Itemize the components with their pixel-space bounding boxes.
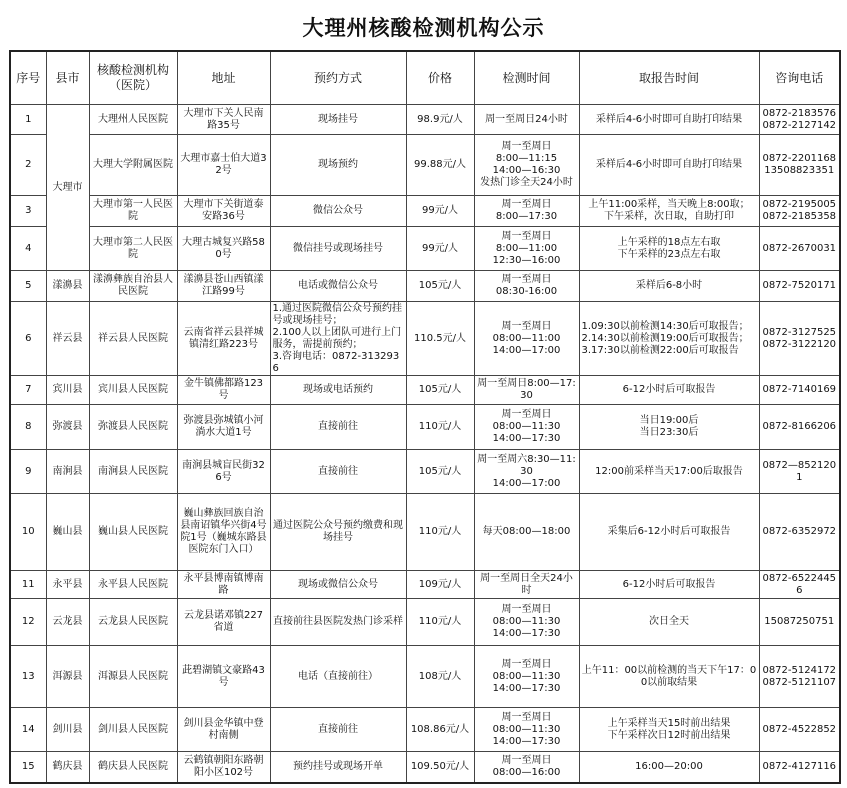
cell-price: 110元/人 — [406, 599, 474, 646]
table-row — [10, 571, 840, 599]
table-row — [10, 646, 840, 708]
cell-method: 直接前往 — [270, 450, 406, 494]
cell-address: 永平县博南镇博南路 — [177, 571, 270, 599]
cell-county: 宾川县 — [46, 376, 89, 405]
cell-test-time: 周一至周日全天24小时 — [474, 571, 579, 599]
cell-method: 现场预约 — [270, 135, 406, 196]
cell-address: 南涧县城盲民街326号 — [177, 450, 270, 494]
cell-method: 通过医院公众号预约缴费和现场挂号 — [270, 494, 406, 571]
cell-institution: 大理市第一人民医院 — [89, 196, 177, 227]
cell-report-time: 上午11：00以前检测的当天下午17：00以前取结果 — [579, 646, 759, 708]
cell-test-time: 周一至周日 08:00—11:30 14:00—17:30 — [474, 646, 579, 708]
cell-test-time: 周一至周日 08:00—11:00 14:00—17:00 — [474, 302, 579, 376]
cell-test-time: 周一至周日 08:00—11:30 14:00—17:30 — [474, 599, 579, 646]
header-address: 地址 — [177, 51, 270, 105]
cell-no: 5 — [10, 271, 46, 302]
cell-method: 现场或微信公众号 — [270, 571, 406, 599]
cell-phone: 0872-7520171 — [759, 271, 840, 302]
cell-address: 大理古城复兴路580号 — [177, 227, 270, 271]
cell-method: 直接前往 — [270, 405, 406, 450]
cell-price: 108.86元/人 — [406, 708, 474, 752]
table-row — [10, 708, 840, 752]
cell-county: 巍山县 — [46, 494, 89, 571]
cell-no: 2 — [10, 135, 46, 196]
table-row — [10, 135, 840, 196]
table-row — [10, 405, 840, 450]
cell-institution: 永平县人民医院 — [89, 571, 177, 599]
cell-institution: 巍山县人民医院 — [89, 494, 177, 571]
cell-test-time: 周一至周六8:30—11:30 14:00—17:00 — [474, 450, 579, 494]
cell-phone: 15087250751 — [759, 599, 840, 646]
cell-institution: 剑川县人民医院 — [89, 708, 177, 752]
page-title: 大理州核酸检测机构公示 — [302, 16, 545, 40]
cell-county: 洱源县 — [46, 646, 89, 708]
cell-price: 110元/人 — [406, 405, 474, 450]
cell-county: 漾濞县 — [46, 271, 89, 302]
cell-price: 105元/人 — [406, 450, 474, 494]
cell-address: 云鹤镇朝阳东路朝阳小区102号 — [177, 752, 270, 783]
cell-test-time: 周一至周日 08:00—11:30 14:00—17:30 — [474, 708, 579, 752]
cell-address: 大理市下关街道泰安路36号 — [177, 196, 270, 227]
cell-test-time: 周一至周日 08:30-16:00 — [474, 271, 579, 302]
cell-report-time: 采样后6-8小时 — [579, 271, 759, 302]
cell-test-time: 周一至周日8:00—17:30 — [474, 376, 579, 405]
table-row — [10, 302, 840, 376]
table-row — [10, 752, 840, 783]
cell-institution: 祥云县人民医院 — [89, 302, 177, 376]
cell-test-time: 周一至周日 8:00—11:00 12:30—16:00 — [474, 227, 579, 271]
table-row — [10, 450, 840, 494]
cell-county: 弥渡县 — [46, 405, 89, 450]
cell-method: 现场或电话预约 — [270, 376, 406, 405]
cell-institution: 弥渡县人民医院 — [89, 405, 177, 450]
cell-institution: 大理州人民医院 — [89, 105, 177, 135]
cell-price: 99.88元/人 — [406, 135, 474, 196]
cell-phone: 0872-4127116 — [759, 752, 840, 783]
cell-test-time: 周一至周日 8:00—11:15 14:00—16:30 发热门诊全天24小时 — [474, 135, 579, 196]
table-row — [10, 105, 840, 135]
cell-method: 电话（直接前往） — [270, 646, 406, 708]
cell-test-time: 周一至周日 8:00—17:30 — [474, 196, 579, 227]
cell-no: 12 — [10, 599, 46, 646]
cell-institution: 大理大学附属医院 — [89, 135, 177, 196]
cell-test-time: 周一至周日24小时 — [474, 105, 579, 135]
cell-address: 茈碧湖镇文豪路43号 — [177, 646, 270, 708]
table-row — [10, 376, 840, 405]
cell-institution: 南涧县人民医院 — [89, 450, 177, 494]
cell-report-time: 1.09:30以前检测14:30后可取报告； 2.14:30以前检测19:00后可取报告； 3.17:30以前检测22:00后可取报告 — [579, 302, 759, 376]
header-county: 县市 — [46, 51, 89, 105]
cell-no: 4 — [10, 227, 46, 271]
cell-method: 微信挂号或现场挂号 — [270, 227, 406, 271]
cell-phone: 0872—8521201 — [759, 450, 840, 494]
table-header-row — [10, 51, 840, 105]
cell-report-time: 上午11:00采样，当天晚上8:00取； 下午采样，次日取，自助打印 — [579, 196, 759, 227]
cell-report-time: 上午采样当天15时前出结果 下午采样次日12时前出结果 — [579, 708, 759, 752]
cell-report-time: 采样后4-6小时即可自助打印结果 — [579, 135, 759, 196]
cell-no: 14 — [10, 708, 46, 752]
cell-no: 13 — [10, 646, 46, 708]
cell-institution: 鹤庆县人民医院 — [89, 752, 177, 783]
cell-price: 108元/人 — [406, 646, 474, 708]
cell-price: 109.50元/人 — [406, 752, 474, 783]
cell-address: 巍山彝族回族自治县南诏镇华兴街4号院1号（巍城东路县医院东门入口） — [177, 494, 270, 571]
cell-method: 1.通过医院微信公众号预约挂号或现场挂号； 2.100人以上团队可进行上门服务，需提前预约； 3.咨询电话：0872-3132936 — [270, 302, 406, 376]
cell-report-time: 采集后6-12小时后可取报告 — [579, 494, 759, 571]
cell-county: 南涧县 — [46, 450, 89, 494]
cell-institution: 洱源县人民医院 — [89, 646, 177, 708]
cell-address: 大理市下关人民南路35号 — [177, 105, 270, 135]
cell-no: 6 — [10, 302, 46, 376]
cell-price: 105元/人 — [406, 376, 474, 405]
cell-method: 现场挂号 — [270, 105, 406, 135]
cell-report-time: 上午采样的18点左右取 下午采样的23点左右取 — [579, 227, 759, 271]
cell-address: 剑川县金华镇中登村南侧 — [177, 708, 270, 752]
cell-price: 99元/人 — [406, 196, 474, 227]
cell-no: 15 — [10, 752, 46, 783]
cell-phone: 0872-5124172 0872-5121107 — [759, 646, 840, 708]
cell-report-time: 次日全天 — [579, 599, 759, 646]
cell-price: 109元/人 — [406, 571, 474, 599]
cell-report-time: 12:00前采样当天17:00后取报告 — [579, 450, 759, 494]
header-test-time: 检测时间 — [474, 51, 579, 105]
cell-method: 电话或微信公众号 — [270, 271, 406, 302]
table-row — [10, 196, 840, 227]
header-booking-method: 预约方式 — [270, 51, 406, 105]
cell-method: 直接前往县医院发热门诊采样 — [270, 599, 406, 646]
cell-phone: 0872-65224456 — [759, 571, 840, 599]
cell-phone: 0872-6352972 — [759, 494, 840, 571]
cell-phone: 0872-2670031 — [759, 227, 840, 271]
cell-report-time: 采样后4-6小时即可自助打印结果 — [579, 105, 759, 135]
cell-test-time: 周一至周日 08:00—16:00 — [474, 752, 579, 783]
cell-test-time: 周一至周日 08:00—11:30 14:00—17:30 — [474, 405, 579, 450]
cell-no: 3 — [10, 196, 46, 227]
cell-county: 永平县 — [46, 571, 89, 599]
cell-price: 98.9元/人 — [406, 105, 474, 135]
cell-phone: 0872-7140169 — [759, 376, 840, 405]
cell-county: 剑川县 — [46, 708, 89, 752]
cell-report-time: 16:00—20:00 — [579, 752, 759, 783]
table-row — [10, 599, 840, 646]
cell-institution: 漾濞彝族自治县人民医院 — [89, 271, 177, 302]
cell-report-time: 当日19:00后 当日23:30后 — [579, 405, 759, 450]
cell-no: 9 — [10, 450, 46, 494]
table-row — [10, 494, 840, 571]
cell-report-time: 6-12小时后可取报告 — [579, 571, 759, 599]
header-price: 价格 — [406, 51, 474, 105]
cell-county: 云龙县 — [46, 599, 89, 646]
table-row — [10, 271, 840, 302]
cell-report-time: 6-12小时后可取报告 — [579, 376, 759, 405]
cell-method: 预约挂号或现场开单 — [270, 752, 406, 783]
cell-phone: 0872-4522852 — [759, 708, 840, 752]
cell-no: 10 — [10, 494, 46, 571]
cell-no: 1 — [10, 105, 46, 135]
cell-county: 大理市 — [46, 105, 89, 271]
cell-address: 大理市嘉士伯大道32号 — [177, 135, 270, 196]
table-row — [10, 227, 840, 271]
cell-phone: 0872-3127525 0872-3122120 — [759, 302, 840, 376]
header-phone: 咨询电话 — [759, 51, 840, 105]
cell-phone: 0872-2195005 0872-2185358 — [759, 196, 840, 227]
cell-no: 7 — [10, 376, 46, 405]
cell-phone: 0872-2183576 0872-2127142 — [759, 105, 840, 135]
cell-test-time: 每天08:00—18:00 — [474, 494, 579, 571]
cell-phone: 0872-2201168 13508823351 — [759, 135, 840, 196]
cell-institution: 云龙县人民医院 — [89, 599, 177, 646]
cell-phone: 0872-8166206 — [759, 405, 840, 450]
cell-address: 弥渡县弥城镇小河淌水大道1号 — [177, 405, 270, 450]
testing-institutions-table — [9, 50, 841, 784]
cell-price: 110元/人 — [406, 494, 474, 571]
cell-address: 金牛镇佛都路123号 — [177, 376, 270, 405]
cell-price: 105元/人 — [406, 271, 474, 302]
cell-method: 直接前往 — [270, 708, 406, 752]
cell-address: 漾濞县苍山西镇漾江路99号 — [177, 271, 270, 302]
header-report-time: 取报告时间 — [579, 51, 759, 105]
cell-method: 微信公众号 — [270, 196, 406, 227]
cell-price: 110.5元/人 — [406, 302, 474, 376]
cell-county: 鹤庆县 — [46, 752, 89, 783]
cell-institution: 大理市第二人民医院 — [89, 227, 177, 271]
cell-institution: 宾川县人民医院 — [89, 376, 177, 405]
cell-no: 8 — [10, 405, 46, 450]
cell-no: 11 — [10, 571, 46, 599]
cell-price: 99元/人 — [406, 227, 474, 271]
cell-county: 祥云县 — [46, 302, 89, 376]
cell-address: 云龙县诺邓镇227省道 — [177, 599, 270, 646]
header-institution: 核酸检测机构（医院） — [89, 51, 177, 105]
header-no: 序号 — [10, 51, 46, 105]
cell-address: 云南省祥云县祥城镇清红路223号 — [177, 302, 270, 376]
